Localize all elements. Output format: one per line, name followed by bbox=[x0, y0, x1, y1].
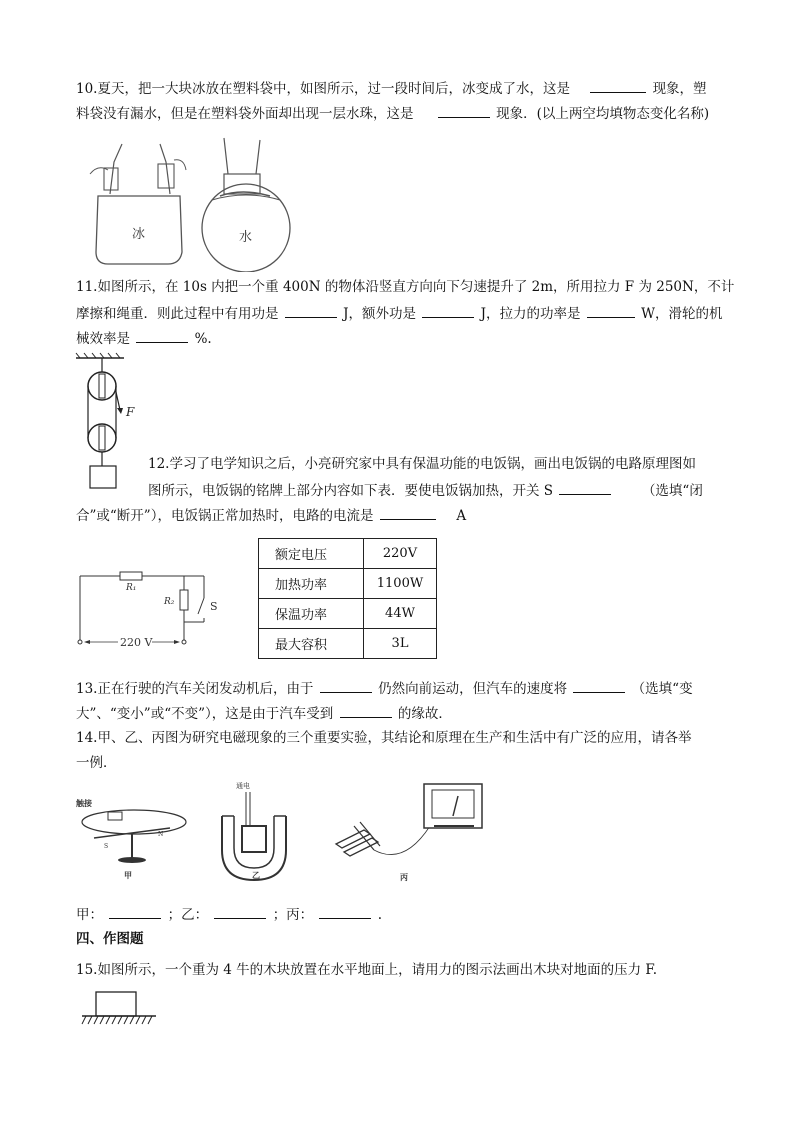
table-row bbox=[259, 569, 437, 599]
q12-switch-label: S bbox=[210, 600, 218, 613]
q14-answer-end: . bbox=[377, 907, 383, 923]
q12-circuit-diagram bbox=[72, 566, 232, 656]
q12-line-3 bbox=[76, 505, 466, 526]
q14-yi-label: 乙 bbox=[252, 870, 260, 880]
q14-line-1 bbox=[76, 728, 691, 748]
table-row bbox=[259, 599, 437, 629]
q13-text-2a: 大”、“变小”或“不变”），这是由于汽车受到 bbox=[76, 706, 334, 722]
q12-r2-label: R₂ bbox=[164, 597, 175, 607]
q12-text-2a: 图所示，电饭锅的铭牌上部分内容如下表．要使电饭锅加热，开关 S bbox=[148, 483, 554, 499]
q10-blank-1[interactable] bbox=[590, 78, 646, 93]
q14-yi-current-label: 通电 bbox=[236, 782, 250, 790]
q14-blank-jia[interactable] bbox=[109, 904, 161, 919]
q13-blank-inertia[interactable] bbox=[320, 678, 372, 693]
q10-line-2 bbox=[76, 103, 709, 124]
q13-blank-force[interactable] bbox=[340, 703, 392, 718]
q12-text-3b: A bbox=[456, 508, 467, 524]
q11-force-label: F bbox=[126, 405, 135, 419]
q11-blank-useful-work[interactable] bbox=[285, 303, 337, 318]
q11-line-1 bbox=[76, 277, 734, 297]
q12-line-2 bbox=[148, 480, 703, 501]
q14-line-2 bbox=[76, 753, 117, 773]
table-row bbox=[259, 629, 437, 659]
table-value: 3L bbox=[364, 629, 437, 659]
q12-blank-switch[interactable] bbox=[559, 480, 611, 495]
svg-text:S: S bbox=[104, 843, 109, 850]
q12-blank-current[interactable] bbox=[380, 505, 436, 520]
q13-blank-speed[interactable] bbox=[573, 678, 625, 693]
q14-answer-line bbox=[76, 904, 382, 925]
svg-text:N: N bbox=[158, 831, 164, 838]
q14-experiments-figure bbox=[74, 776, 504, 888]
q10-text-1a: 10.夏天，把一大块冰放在塑料袋中，如图所示，过一段时间后，冰变成了水，这是 bbox=[76, 81, 570, 97]
q14-bing-label: 丙 bbox=[400, 872, 408, 882]
q11-text-3a: 械效率是 bbox=[76, 331, 130, 347]
q12-text-2b: （选填“闭 bbox=[641, 483, 703, 499]
q11-text-2a: 摩擦和绳重．则此过程中有用功是 bbox=[76, 306, 279, 322]
q12-nameplate-table bbox=[258, 538, 437, 659]
q12-line-1 bbox=[148, 454, 696, 474]
table-key: 加热功率 bbox=[259, 569, 364, 599]
q10-ice-water-figure bbox=[84, 134, 304, 272]
q12-r1-label: R₁ bbox=[126, 583, 137, 593]
q12-voltage-label: 220 V bbox=[120, 636, 153, 649]
q10-text-1b: 现象，塑 bbox=[652, 81, 707, 97]
q14-jia-contact-label: 触接 bbox=[76, 798, 92, 808]
table-key: 额定电压 bbox=[259, 539, 364, 569]
q12-text-3a: 合”或“断开”），电饭锅正常加热时，电路的电流是 bbox=[76, 508, 374, 524]
table-value: 220V bbox=[364, 539, 437, 569]
q12-text-1: 12.学习了电学知识之后，小亮研究家中具有保温功能的电饭锅，画出电饭锅的电路原理图如 bbox=[148, 456, 696, 472]
q13-text-2b: 的缘故． bbox=[397, 706, 452, 722]
q13-text-1b: 仍然向前运动，但汽车的速度将 bbox=[378, 681, 568, 697]
q14-answer-yi: ；乙： bbox=[167, 907, 209, 923]
table-value: 44W bbox=[364, 599, 437, 629]
q10-blank-2[interactable] bbox=[438, 103, 490, 118]
table-row bbox=[259, 539, 437, 569]
q14-answer-bing: ；丙： bbox=[272, 907, 314, 923]
q11-text-1: 11.如图所示，在 10s 内把一个重 400N 的物体沿竖直方向向下匀速提升了 2m，所用拉力 F 为 250N，不计 bbox=[76, 279, 735, 295]
q13-text-1c: （选填“变 bbox=[631, 681, 693, 697]
table-value: 1100W bbox=[364, 569, 437, 599]
q10-ice-label: 冰 bbox=[132, 227, 146, 242]
q11-text-2d: W，滑轮的机 bbox=[641, 306, 723, 322]
q11-text-2c: J，拉力的功率是 bbox=[480, 306, 581, 322]
table-key: 最大容积 bbox=[259, 629, 364, 659]
section-4-title: 四、作图题 bbox=[76, 931, 144, 947]
q10-text-2b: 现象．(以上两空均填物态变化名称) bbox=[496, 106, 710, 122]
q11-line-2 bbox=[76, 303, 723, 324]
q13-text-1a: 13.正在行驶的汽车关闭发动机后，由于 bbox=[76, 681, 314, 697]
q14-blank-yi[interactable] bbox=[214, 904, 266, 919]
q11-blank-extra-work[interactable] bbox=[422, 303, 474, 318]
q13-line-2 bbox=[76, 703, 452, 724]
q10-water-label: 水 bbox=[239, 230, 253, 245]
q11-text-2b: J，额外功是 bbox=[343, 306, 417, 322]
q14-blank-bing[interactable] bbox=[319, 904, 371, 919]
q15-line-1 bbox=[76, 960, 657, 980]
q11-blank-power[interactable] bbox=[587, 303, 635, 318]
q14-text-2: 一例． bbox=[76, 755, 117, 771]
q14-text-1: 14.甲、乙、丙图为研究电磁现象的三个重要实验，其结论和原理在生产和生活中有广泛的应用，请各举 bbox=[76, 730, 692, 746]
q10-text-2a: 料袋没有漏水，但是在塑料袋外面却出现一层水珠，这是 bbox=[76, 106, 414, 122]
q15-text-1: 15.如图所示，一个重为 4 牛的木块放置在水平地面上，请用力的图示法画出木块对地面的压力 F. bbox=[76, 962, 657, 978]
q15-block-figure bbox=[80, 990, 160, 1032]
q11-pulley-figure bbox=[70, 352, 150, 494]
q10-line-1 bbox=[76, 78, 707, 99]
q14-jia-label: 甲 bbox=[124, 870, 132, 880]
q13-line-1 bbox=[76, 678, 693, 699]
table-key: 保温功率 bbox=[259, 599, 364, 629]
q11-text-3b: %. bbox=[194, 331, 212, 347]
q11-blank-efficiency[interactable] bbox=[136, 328, 188, 343]
q14-answer-jia: 甲： bbox=[76, 907, 103, 923]
q11-line-3 bbox=[76, 328, 212, 349]
